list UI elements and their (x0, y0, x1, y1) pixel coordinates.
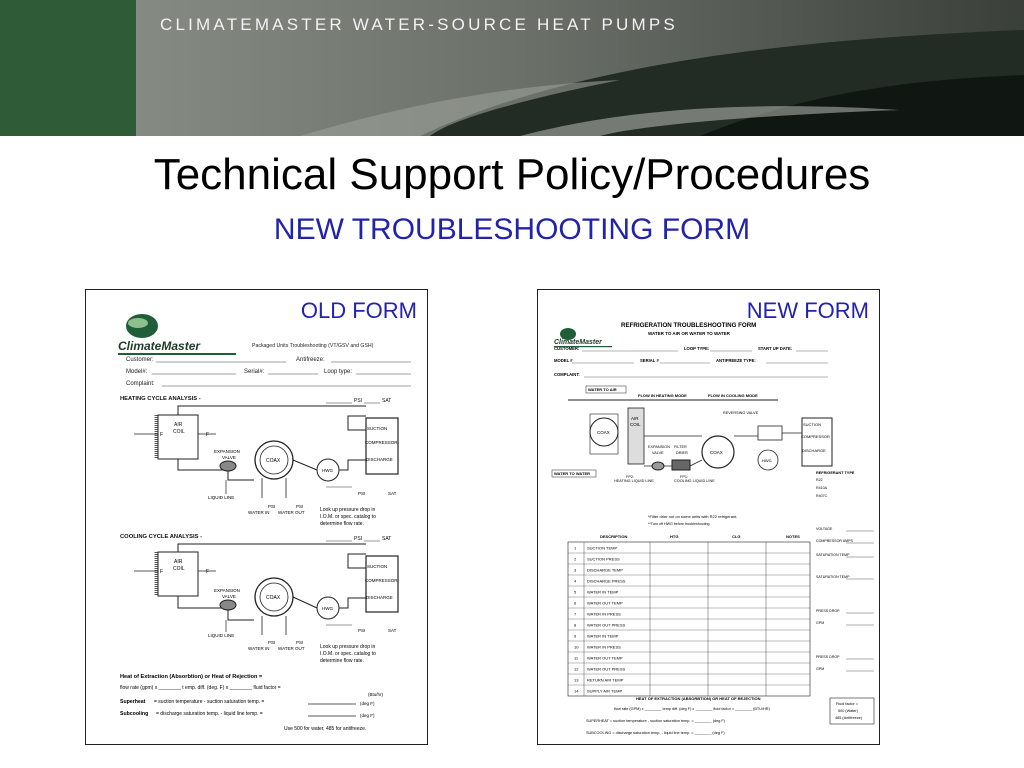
new-refrigerant-r410a: R410A (816, 486, 827, 490)
old-heat-compressor: COMPRESSOR (365, 440, 398, 445)
old-subcooling-label: Subcooling (120, 711, 149, 717)
new-field-complaint: COMPLAINT: (554, 372, 580, 377)
brand-name: CLIMATEMASTER WATER-SOURCE HEAT PUMPS (160, 15, 678, 34)
old-heat-hwg: HWG (322, 468, 333, 473)
new-heat-formula: flow rate (GPM) x ________ temp diff. (deg F) x ________ fluid factor = ________ (BTU/HR) (614, 707, 770, 711)
old-btu-label: (Btu/hr) (368, 692, 384, 697)
new-climatemaster-logo (554, 328, 612, 347)
old-heat-note-3: determine flow rate. (320, 521, 364, 527)
new-logo-text: ClimateMaster (554, 339, 602, 346)
old-heating-title: HEATING CYCLE ANALYSIS - (120, 396, 201, 402)
old-cool-exp-2: VALVE (222, 594, 236, 599)
new-fp2: FP2: (626, 475, 635, 479)
old-heat-air-label: AIR (174, 422, 183, 428)
old-cool-f-right: F (206, 569, 210, 575)
new-th-htg: HTG (670, 534, 679, 539)
old-cool-suction: SUCTION (367, 564, 388, 569)
new-exp-valve-2: VALVE (652, 451, 664, 455)
side-field-label: PRESS DROP (816, 609, 840, 613)
old-heat-note-2: I.O.M. or spec. catalog to (320, 514, 376, 520)
side-field-label: VOLTAGE (816, 527, 833, 531)
old-form-diagram (86, 290, 427, 744)
new-coax-left: COAX (597, 430, 610, 435)
side-field-label: GPM (816, 621, 825, 625)
old-heat-discharge: DISCHARGE (366, 457, 393, 462)
old-heat-formula: flow rate (gpm) x ________ t emp. diff. (deg. F) x ________ fluid factor = (120, 685, 281, 691)
old-cool-water-out: WATER OUT (278, 646, 305, 651)
old-cool-discharge: DISCHARGE (366, 595, 393, 600)
old-cool-compressor: COMPRESSOR (365, 578, 398, 583)
new-field-antifreeze: ANTIFREEZE TYPE: (716, 358, 756, 363)
old-form-panel (85, 289, 428, 745)
old-cool-sat-2: SAT (388, 628, 397, 633)
new-note-1: *Filter drier not on some units with R22 refrigerant. (648, 514, 738, 519)
new-exp-valve-1: EXPANSION (648, 445, 670, 449)
old-heat-coil-label: COIL (173, 429, 185, 435)
new-refrigerant-r407c: R407C (816, 494, 828, 498)
table-row-description: SUPPLY AIR TEMP (587, 688, 623, 694)
new-form-label: NEW FORM (746, 298, 869, 323)
new-form-diagram (538, 290, 879, 744)
old-heat-water-in: WATER IN (248, 510, 270, 515)
new-fluid-factor-2: 500 (Water) (838, 709, 858, 713)
new-filter-2: DRIER (676, 451, 688, 455)
old-heat-water-out: WATER OUT (278, 510, 305, 515)
new-heat-title: HEAT OF EXTRACTION (ABSORBTION) OR HEAT OF REJECTION (636, 696, 761, 701)
new-form-header: REFRIGERATION TROUBLESHOOTING FORM (621, 322, 757, 329)
old-heat-exp-1: EXPANSION (214, 449, 240, 454)
new-water-to-water: WATER TO WATER (554, 471, 590, 476)
old-footer-note: Use 500 for water, 485 for antifreeze. (284, 726, 367, 732)
table-row-number: 14 (574, 688, 579, 694)
old-heat-note-1: Look up pressure drop in (320, 507, 376, 513)
new-reversing-valve: REVERSING VALVE (723, 411, 759, 415)
new-field-customer: CUSTOMER: (554, 346, 580, 351)
new-field-startup: START UP DATE: (758, 346, 793, 351)
old-heat-psi-2: PSI (268, 504, 276, 509)
new-field-model: MODEL # (554, 358, 573, 363)
new-field-serial: SERIAL # (640, 358, 659, 363)
climatemaster-logo (118, 314, 236, 355)
new-fp1: FP1: (680, 475, 689, 479)
new-th-notes: NOTES (786, 534, 800, 539)
new-th-description: DESCRIPTION (600, 534, 628, 539)
new-flow-cooling: FLOW IN COOLING MODE (708, 393, 758, 398)
new-th-clg: CLG (732, 534, 741, 539)
new-form-subheader: WATER TO AIR OR WATER TO WATER (648, 331, 730, 336)
old-cool-coil-label: COIL (173, 566, 185, 572)
old-cool-note-1: Look up pressure drop in (320, 644, 376, 650)
side-field-label: GPM (816, 667, 825, 671)
table-row-number: 6 (574, 600, 577, 606)
new-form-panel (537, 289, 880, 745)
new-data-table (568, 534, 810, 696)
table-row-number: 8 (574, 622, 577, 628)
table-row-description: WATER OUT TEMP (587, 655, 623, 661)
new-filter-1: FILTER (674, 445, 687, 449)
table-row-description: WATER IN TEMP (587, 589, 619, 595)
table-row-number: 7 (574, 611, 577, 617)
new-fluid-factor-3: 485 (Antifreeze) (835, 716, 863, 720)
old-cool-sat-label: SAT (382, 536, 392, 542)
table-row-number: 5 (574, 589, 577, 595)
side-field-label: PRESS DROP (816, 655, 840, 659)
table-row-description: WATER OUT TEMP (587, 600, 623, 606)
new-coil-label: COIL (630, 422, 641, 427)
slide-title: Technical Support Policy/Procedures (153, 150, 871, 199)
old-cool-coax: COAX (266, 595, 281, 601)
old-heat-psi-4: PSI (358, 491, 366, 496)
side-field-label: SATURATION TEMP (816, 553, 850, 557)
table-row-description: DISCHARGE TEMP (587, 567, 623, 573)
table-row-description: SUCTION TEMP (587, 545, 618, 551)
old-cool-f-left: F (160, 569, 164, 575)
old-cool-note-3: determine flow rate. (320, 658, 364, 664)
new-fluid-factor-1: Fluid factor = (836, 702, 859, 706)
table-row-number: 3 (574, 567, 577, 573)
old-heat-exp-2: VALVE (222, 455, 236, 460)
old-cool-exp-1: EXPANSION (214, 588, 240, 593)
side-field-label: COMPRESSOR AMPS (816, 539, 853, 543)
new-superheat-line: SUPERHEAT = suction temperature - suction saturation temp. = ________ (deg F) (586, 719, 725, 723)
old-subcooling-formula: = discharge saturation temp. - liquid line temp. = (156, 711, 263, 717)
old-cool-hwg: HWG (322, 606, 333, 611)
table-row-description: RETURN AIR TEMP (587, 677, 624, 683)
old-field-model: Model#: (126, 369, 148, 375)
table-row-number: 9 (574, 633, 577, 639)
old-heating-cycle (120, 396, 398, 527)
new-cooling-liquid-line: COOLING LIQUID LINE (674, 479, 715, 483)
old-subcooling-deg: (deg F) (360, 713, 375, 718)
table-row-number: 10 (574, 644, 579, 650)
old-cool-psi-4: PSI (358, 628, 366, 633)
new-note-2: **Turn off HWG before troubleshooting (648, 522, 710, 526)
old-superheat-formula: = suction temperature - suction saturation temp. = (154, 699, 265, 705)
old-cooling-title: COOLING CYCLE ANALYSIS - (120, 534, 203, 540)
old-field-antifreeze: Antifreeze: (296, 357, 325, 363)
old-form-label: OLD FORM (300, 298, 417, 323)
old-cool-liquid-line: LIQUID LINE (208, 633, 235, 638)
table-row-number: 2 (574, 556, 577, 562)
table-row-description: WATER IN PRESS (587, 611, 621, 617)
old-heat-sat-label: SAT (382, 398, 392, 404)
header-banner (0, 0, 1024, 136)
old-heat-psi-label: PSI (354, 398, 363, 404)
old-cool-water-in: WATER IN (248, 646, 270, 651)
new-flow-heating: FLOW IN HEATING MODE (638, 393, 687, 398)
old-field-serial: Serial#: (244, 369, 265, 375)
table-row-number: 11 (574, 655, 579, 661)
slide-subtitle: NEW TROUBLESHOOTING FORM (273, 213, 751, 246)
table-row-number: 12 (574, 666, 579, 672)
table-row-description: WATER OUT PRESS (587, 666, 626, 672)
old-field-complaint: Complaint: (126, 381, 155, 387)
old-heat-f-left: F (160, 432, 164, 438)
new-coax-right: COAX (710, 450, 723, 455)
old-heat-suction: SUCTION (367, 426, 388, 431)
old-field-loop-type: Loop type: (324, 369, 353, 375)
old-heat-psi-3: PSI (296, 504, 304, 509)
old-heat-f-right: F (206, 432, 210, 438)
old-field-customer: Customer: (126, 357, 154, 363)
old-cooling-cycle (120, 534, 398, 664)
table-row-number: 1 (574, 545, 577, 551)
new-heat-extraction (586, 696, 874, 735)
table-row-description: SUCTION PRESS (587, 556, 620, 562)
old-cool-note-2: I.O.M. or spec. catalog to (320, 651, 376, 657)
new-side-fields (816, 527, 874, 671)
new-heating-liquid-line: HEATING LIQUID LINE (614, 479, 654, 483)
table-row-description: WATER OUT PRESS (587, 622, 626, 628)
new-subcooling-line: SUBCOOLING = discharge saturation temp. - liquid line temp. = ________ (deg F) (586, 731, 725, 735)
old-heat-sat-2: SAT (388, 491, 397, 496)
new-refrigerant-r22: R22 (816, 478, 823, 482)
old-heat-title: Heat of Extraction (Absorbtion) or Heat of Rejection = (120, 674, 263, 680)
new-discharge: DISCHARGE (802, 448, 826, 453)
old-cool-psi-3: PSI (296, 640, 304, 645)
new-refrigerant-type: REFRIGERANT TYPE (816, 471, 855, 475)
old-cool-air-label: AIR (174, 559, 183, 565)
new-air-label: AIR (631, 416, 639, 421)
table-row-description: WATER IN PRESS (587, 644, 621, 650)
old-logo-text: ClimateMaster (118, 339, 201, 353)
new-compressor: COMPRESSOR (801, 434, 830, 439)
old-heat-liquid-line: LIQUID LINE (208, 495, 235, 500)
old-heat-extraction (120, 674, 384, 732)
old-cool-psi-2: PSI (268, 640, 276, 645)
old-cool-psi-label: PSI (354, 536, 363, 542)
new-hwg: HWG (762, 458, 772, 463)
table-row-number: 4 (574, 578, 577, 584)
old-heat-coax: COAX (266, 458, 281, 464)
new-water-to-air: WATER TO AIR (588, 387, 617, 392)
new-refrigeration-diagram (552, 386, 855, 526)
table-row-description: WATER IN TEMP (587, 633, 619, 639)
side-field-label: SATURATION TEMP (816, 575, 850, 579)
old-form-header: Packaged Units Troubleshooting (VT/GSV and GSH) (252, 343, 374, 349)
table-row-description: DISCHARGE PRESS (587, 578, 626, 584)
new-field-loop-type: LOOP TYPE: (684, 346, 710, 351)
new-suction: SUCTION (803, 422, 821, 427)
table-row-number: 13 (574, 677, 579, 683)
old-superheat-label: Superheat (120, 699, 146, 705)
old-superheat-deg: (deg F) (360, 701, 375, 706)
